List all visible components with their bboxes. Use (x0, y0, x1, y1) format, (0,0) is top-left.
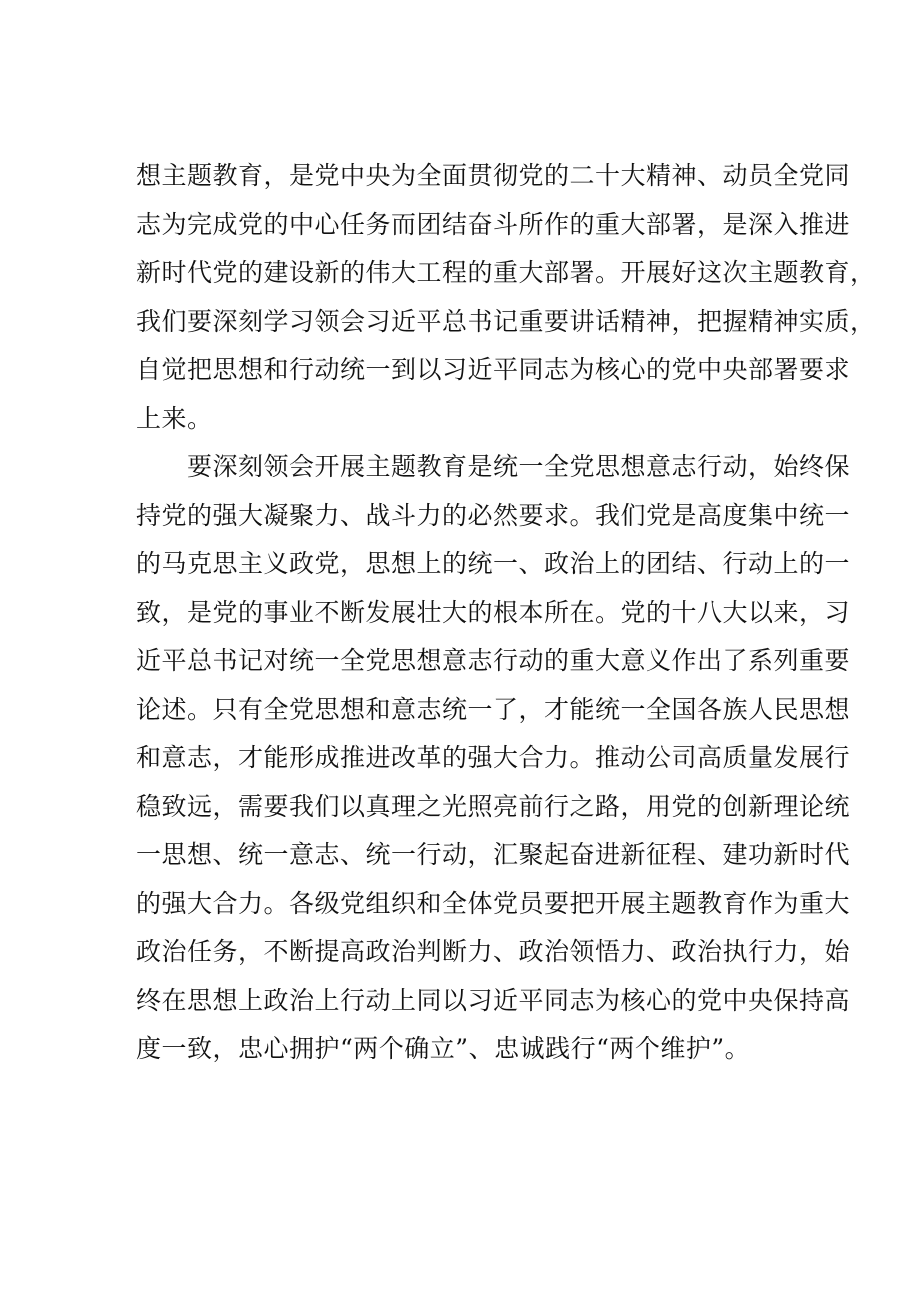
text-line: 论述。只有全党思想和意志统一了，才能统一全国各族人民思想 (136, 694, 851, 724)
text-line: 致，是党的事业不断发展壮大的根本所在。党的十八大以来，习 (136, 597, 851, 627)
text-line: 新时代党的建设新的伟大工程的重大部署。开展好这次主题教育， (136, 258, 876, 287)
text-line: 要深刻领会开展主题教育是统一全党思想意志行动，始终保 (136, 452, 851, 481)
document-body (136, 152, 876, 1074)
text-line: 持党的强大凝聚力、战斗力的必然要求。我们党是高度集中统一 (136, 500, 851, 530)
text-line: 终在思想上政治上行动上同以习近平同志为核心的党中央保持高 (136, 985, 851, 1015)
paragraph-1 (136, 152, 876, 443)
text-line: 上来。 (136, 403, 213, 433)
text-line: 一思想、统一意志、统一行动，汇聚起奋进新征程、建功新时代 (136, 840, 851, 869)
text-line: 自觉把思想和行动统一到以习近平同志为核心的党中央部署要求 (136, 355, 851, 384)
text-line: 政治任务，不断提高政治判断力、政治领悟力、政治执行力，始 (136, 937, 851, 966)
text-line: 和意志，才能形成推进改革的强大合力。推动公司高质量发展行 (136, 743, 851, 772)
text-line: 我们要深刻学习领会习近平总书记重要讲话精神，把握精神实质， (136, 306, 876, 336)
text-line: 度一致，忠心拥护“两个确立”、忠诚践行“两个维护”。 (136, 1034, 751, 1063)
text-line: 想主题教育，是党中央为全面贯彻党的二十大精神、动员全党同 (136, 161, 851, 190)
text-line: 的马克思主义政党，思想上的统一、政治上的团结、行动上的一 (136, 549, 851, 578)
text-line: 志为完成党的中心任务而团结奋斗所作的重大部署，是深入推进 (136, 209, 851, 239)
paragraph-2 (136, 443, 851, 1074)
text-line: 近平总书记对统一全党思想意志行动的重大意义作出了系列重要 (136, 646, 851, 675)
text-line: 的强大合力。各级党组织和全体党员要把开展主题教育作为重大 (136, 888, 851, 918)
text-line: 稳致远，需要我们以真理之光照亮前行之路，用党的创新理论统 (136, 791, 851, 821)
